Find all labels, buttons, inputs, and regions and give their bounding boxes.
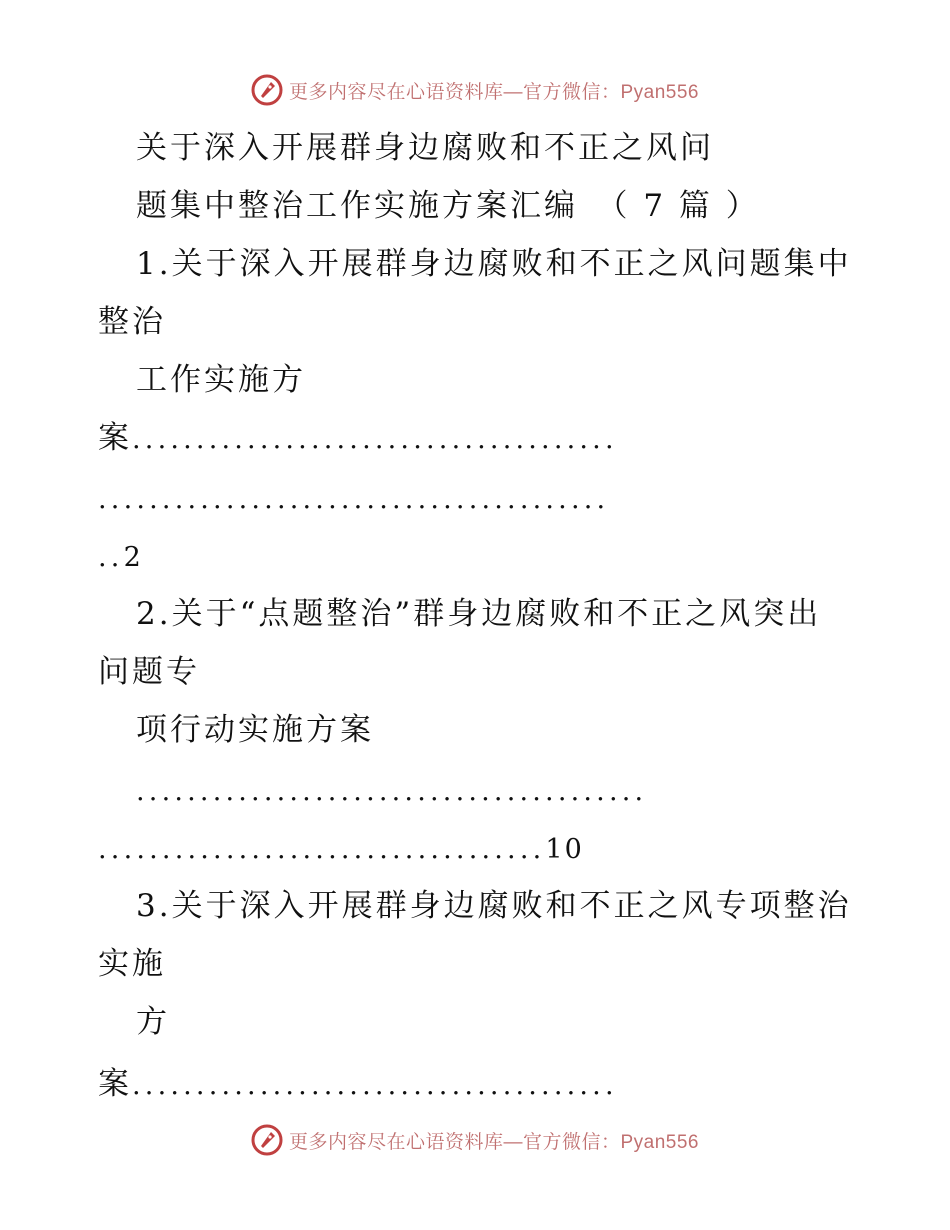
toc-entry-3-line-3[interactable]: 方	[136, 1004, 170, 1040]
toc-entry-3-line-2[interactable]: 实施	[98, 946, 166, 982]
watermark-text: 更多内容尽在心语资料库—官方微信：Pyan556	[288, 1131, 699, 1153]
toc-entry-1-page-number: 2	[123, 542, 143, 573]
toc-entry-1-line-3[interactable]: 工作实施方	[136, 362, 306, 398]
toc-entry-3-line-1[interactable]: 3.关于深入开展群身边腐败和不正之风专项整治	[136, 888, 852, 924]
toc-leader-dots: ...................................	[98, 834, 546, 865]
watermark-text: 更多内容尽在心语资料库—官方微信：Pyan556	[288, 81, 699, 103]
toc-entry-2-page-line[interactable]	[98, 828, 584, 870]
toc-entry-2-line-3[interactable]: 项行动实施方案	[136, 712, 374, 748]
toc-entry-1-page-line[interactable]	[98, 536, 143, 578]
toc-entry-1-line-2[interactable]: 整治	[98, 304, 166, 340]
document-title-line-1: 关于深入开展群身边腐败和不正之风问	[136, 130, 714, 166]
pen-nib-logo-icon	[251, 1124, 283, 1156]
toc-leader-dots: ........................................	[136, 776, 648, 807]
toc-entry-2-page-number: 10	[545, 834, 584, 865]
toc-entry-2-line-1[interactable]: 2.关于“点题整治”群身边腐败和不正之风突出	[136, 596, 822, 632]
toc-leader-dots: ..	[98, 542, 124, 573]
toc-leader-dots: ......................................	[132, 1070, 618, 1101]
toc-entry-1-line-4[interactable]	[98, 418, 618, 460]
document-title-line-2: 题集中整治工作实施方案汇编 （ 7 篇 ）	[136, 188, 760, 224]
toc-entry-3-prefix: 案	[98, 1066, 132, 1102]
pen-nib-logo-icon	[251, 74, 283, 106]
toc-entry-1-line-1[interactable]: 1.关于深入开展群身边腐败和不正之风问题集中	[136, 246, 852, 282]
toc-leader-dots: ......................................	[132, 424, 618, 455]
watermark-header	[0, 72, 950, 108]
toc-leader-dots: ........................................	[98, 484, 610, 515]
toc-entry-2-line-2[interactable]: 问题专	[98, 654, 200, 690]
toc-entry-1-prefix: 案	[98, 420, 132, 456]
toc-entry-3-line-4[interactable]	[98, 1064, 618, 1106]
watermark-footer	[0, 1122, 950, 1158]
